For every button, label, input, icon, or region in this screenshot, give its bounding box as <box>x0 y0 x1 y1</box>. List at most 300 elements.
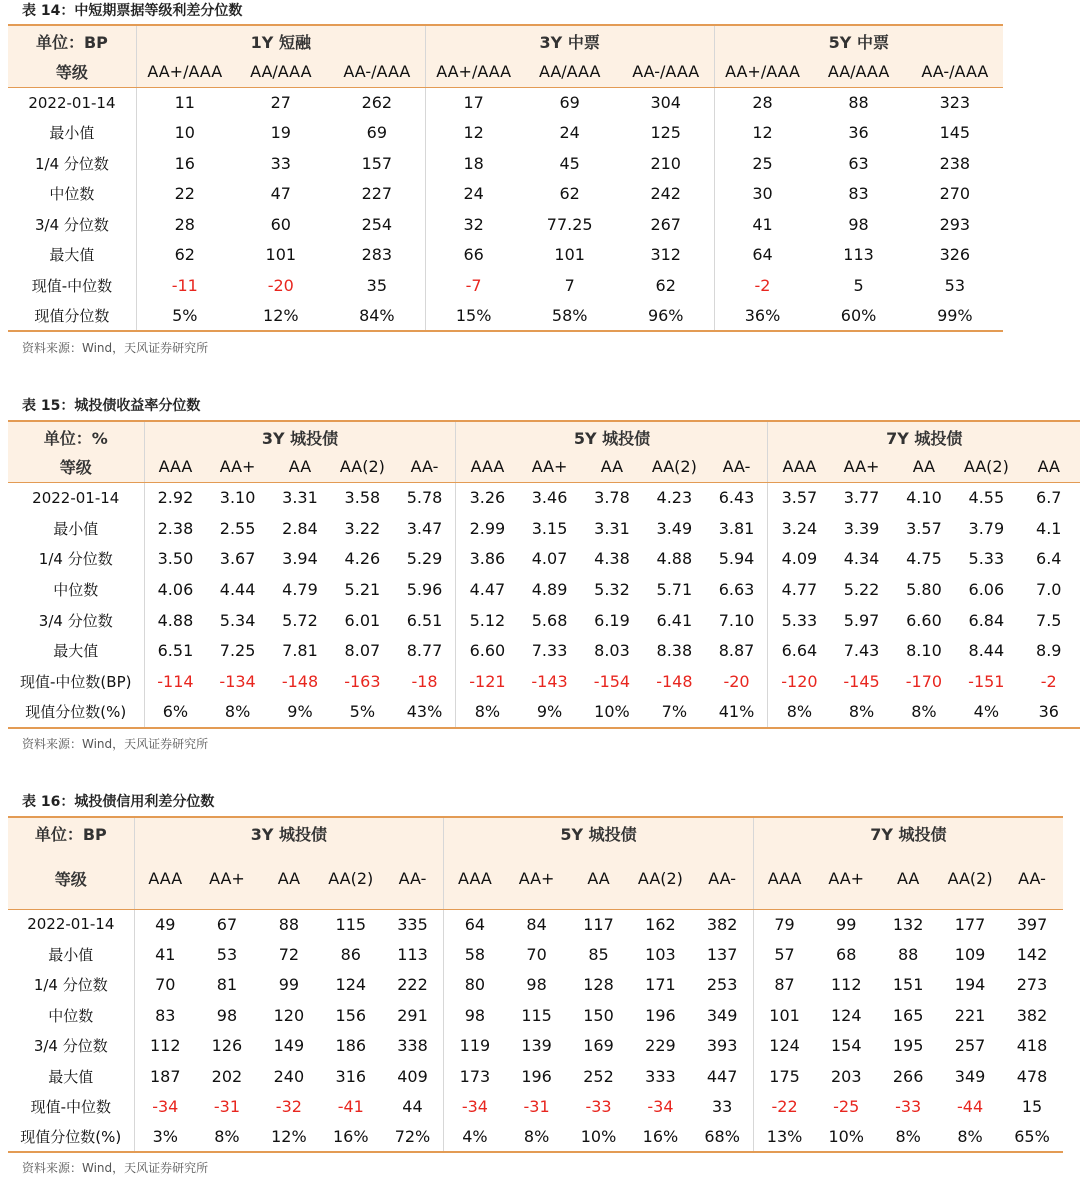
table-cell: 6.51 <box>144 635 206 666</box>
column-header: AA+/AAA <box>136 57 232 87</box>
table-cell: 196 <box>521 1066 552 1086</box>
table-cell: 5.72 <box>282 610 318 630</box>
table-cell: 24 <box>425 179 521 210</box>
table-cell: -7 <box>425 270 521 301</box>
table-cell: 3% <box>134 1122 196 1152</box>
table-cell: 173 <box>444 1061 506 1091</box>
table-cell: 5% <box>136 301 232 332</box>
table-cell: 86 <box>340 945 361 965</box>
table-cell: 2.38 <box>144 513 206 544</box>
group-header: 5Y 中票 <box>714 25 1003 57</box>
table-cell: 96% <box>618 301 714 332</box>
table-cell: 4.89 <box>531 579 568 599</box>
table-cell: 262 <box>361 93 393 112</box>
table-cell: 6.01 <box>344 610 381 630</box>
table-cell: 53 <box>944 275 966 295</box>
table-cell: 267 <box>650 214 681 234</box>
table-cell: 154 <box>830 1036 862 1056</box>
table-cell: 418 <box>1016 1036 1048 1056</box>
table-cell: -120 <box>768 666 830 697</box>
table-cell: 5.71 <box>656 579 693 599</box>
row-label: 3/4 分位数 <box>38 611 113 630</box>
row-label: 现值分位数 <box>8 301 136 332</box>
table-cell: 171 <box>645 975 676 995</box>
table-cell: 119 <box>444 1031 506 1061</box>
column-header: AA+ <box>506 849 568 909</box>
table-cell: 7.5 <box>1036 610 1062 630</box>
table-cell: 3.81 <box>718 518 755 538</box>
table-cell: 323 <box>939 93 971 112</box>
table-cell: 177 <box>954 914 986 934</box>
row-label: 1/4 分位数 <box>33 976 108 995</box>
table-cell: 349 <box>706 1005 738 1025</box>
table-cell: 3.22 <box>344 518 381 538</box>
table-cell: -170 <box>905 671 943 691</box>
table-cell: 5.96 <box>406 579 443 599</box>
row-label: 现值分位数(%) <box>8 697 144 728</box>
table-cell: -31 <box>523 1097 550 1117</box>
table-cell: 7.81 <box>282 641 318 661</box>
table-cell: 409 <box>397 1066 428 1086</box>
table-cell: -134 <box>219 671 256 691</box>
table-cell: 270 <box>939 184 971 204</box>
table-cell: -154 <box>593 671 631 691</box>
column-header: AA <box>269 452 331 482</box>
table-cell: -2 <box>714 270 810 301</box>
table-cell: -20 <box>267 275 294 295</box>
table-cell: -148 <box>656 671 693 691</box>
table-cell: 63 <box>848 153 869 173</box>
table-row <box>8 148 1003 179</box>
table-cell: 98 <box>216 1005 238 1025</box>
table-row <box>8 1122 1063 1152</box>
table-cell: 4.44 <box>219 579 256 599</box>
table-cell: 132 <box>892 914 924 934</box>
table-cell: 8.07 <box>344 641 381 661</box>
column-header: AA-/AAA <box>618 57 714 87</box>
group-header: 1Y 短融 <box>136 25 425 57</box>
row-label: 最大值 <box>49 246 95 265</box>
table-cell: 87 <box>753 970 815 1000</box>
table-cell: -20 <box>723 671 750 691</box>
table-16-caption: 表 16：城投债信用利差分位数 <box>22 794 215 810</box>
table-cell: 6.60 <box>456 635 518 666</box>
table-cell: -31 <box>213 1097 241 1117</box>
table-cell: 85 <box>588 945 609 965</box>
table-cell: 88 <box>278 914 300 934</box>
table-cell: 35 <box>366 275 388 295</box>
table-cell: 4.10 <box>906 488 942 508</box>
table-cell: 6.84 <box>968 610 1005 630</box>
column-header: AA- <box>382 849 444 909</box>
table-cell: 43% <box>394 697 456 728</box>
table-cell: 36% <box>714 301 810 332</box>
row-label: 中位数 <box>49 185 95 204</box>
table-cell: -34 <box>134 1091 196 1121</box>
table-cell: 117 <box>583 914 614 934</box>
table-cell: 139 <box>521 1036 552 1056</box>
column-header: AAA <box>444 849 506 909</box>
table-cell: 70 <box>526 945 547 965</box>
row-label: 中位数 <box>53 580 99 599</box>
table-cell: 4.88 <box>144 605 206 636</box>
column-header: AA(2) <box>331 452 393 482</box>
table-cell: 113 <box>843 245 874 265</box>
table-cell: 8.10 <box>906 641 942 661</box>
table-cell: 229 <box>645 1036 676 1056</box>
table-cell: 242 <box>650 184 681 204</box>
table-cell: 333 <box>645 1066 676 1086</box>
column-header: AA <box>1018 452 1080 482</box>
table-row <box>8 909 1063 939</box>
table-cell: 98 <box>444 1000 506 1030</box>
table-cell: 3.49 <box>656 518 693 538</box>
table-15 <box>8 420 1080 729</box>
table-cell: -148 <box>281 671 319 691</box>
table-cell: 221 <box>954 1005 986 1025</box>
table-cell: 5% <box>331 697 393 728</box>
table-cell: 72 <box>278 945 300 965</box>
table-cell: 68 <box>836 945 857 965</box>
table-cell: 210 <box>650 153 681 173</box>
table-cell: -145 <box>843 671 880 691</box>
row-label: 现值分位数(%) <box>8 1122 134 1152</box>
table-cell: 447 <box>706 1066 738 1086</box>
table-cell: 16 <box>136 148 232 179</box>
row-label: 最大值 <box>48 1067 94 1086</box>
table-cell: 238 <box>939 153 971 173</box>
table-row <box>8 513 1080 544</box>
unit-label: 单位：BP <box>8 817 134 849</box>
table-cell: 3.57 <box>906 518 942 538</box>
column-header: AA+/AAA <box>714 57 810 87</box>
table-cell: 60% <box>810 301 906 332</box>
table-cell: 16% <box>320 1122 382 1152</box>
table-cell: 382 <box>1016 1005 1048 1025</box>
table-cell: 3.10 <box>219 488 256 508</box>
table-cell: 257 <box>954 1036 986 1056</box>
table-cell: 41 <box>134 939 196 969</box>
table-row <box>8 605 1080 636</box>
table-cell: 3.46 <box>531 488 568 508</box>
table-cell: 16% <box>629 1122 691 1152</box>
table-15-caption: 表 15：城投债收益率分位数 <box>22 398 201 414</box>
table-cell: 72% <box>382 1122 444 1152</box>
table-cell: 4.38 <box>594 549 630 569</box>
column-header: AA(2) <box>629 849 691 909</box>
column-header: AAA <box>134 849 196 909</box>
table-row <box>8 939 1063 969</box>
table-cell: -114 <box>144 666 206 697</box>
row-label: 2022-01-14 <box>27 915 115 934</box>
column-header: AAA <box>768 452 830 482</box>
column-header: AA+ <box>815 849 877 909</box>
table-cell: 283 <box>361 245 393 265</box>
table-cell: 81 <box>216 975 238 995</box>
table-cell: 5.68 <box>531 610 568 630</box>
table-cell: 266 <box>892 1066 924 1086</box>
table-cell: 45 <box>559 153 580 173</box>
table-cell: 7.0 <box>1036 579 1062 599</box>
table-cell: 8% <box>768 697 830 728</box>
column-header: AA-/AAA <box>907 57 1003 87</box>
column-header: AA <box>581 452 643 482</box>
table-cell: 4.88 <box>656 549 693 569</box>
table-row <box>8 179 1003 210</box>
table-cell: 6.51 <box>406 610 443 630</box>
table-cell: 326 <box>939 245 971 265</box>
table-cell: 254 <box>361 214 393 234</box>
grade-label: 等级 <box>8 452 144 482</box>
table-cell: 79 <box>753 909 815 939</box>
group-header: 5Y 城投债 <box>456 421 768 452</box>
table-cell: 83 <box>134 1000 196 1030</box>
table-cell: 62 <box>559 184 580 204</box>
table-cell: -151 <box>968 671 1005 691</box>
table-cell: 98 <box>848 214 869 234</box>
table-cell: 6.7 <box>1036 488 1062 508</box>
table-14-caption: 表 14：中短期票据等级利差分位数 <box>22 3 243 19</box>
row-label: 1/4 分位数 <box>38 550 113 569</box>
table-cell: 8.38 <box>656 641 693 661</box>
table-row <box>8 87 1003 118</box>
table-cell: 112 <box>134 1031 196 1061</box>
table-cell: 6.19 <box>594 610 630 630</box>
table-cell: 157 <box>361 153 393 173</box>
unit-label: 单位：% <box>8 421 144 452</box>
row-label: 最小值 <box>49 124 95 143</box>
table-cell: 25 <box>714 148 810 179</box>
table-cell: 70 <box>134 970 196 1000</box>
table-cell: 291 <box>397 1005 428 1025</box>
table-cell: 3.78 <box>594 488 630 508</box>
table-cell: 53 <box>216 945 238 965</box>
table-cell: 2.55 <box>219 518 256 538</box>
row-label: 最小值 <box>53 519 99 538</box>
table-cell: 62 <box>655 275 676 295</box>
table-cell: 99% <box>907 301 1003 332</box>
table-cell: 8% <box>877 1122 939 1152</box>
column-header: AA <box>893 452 955 482</box>
table-cell: 2.99 <box>456 513 518 544</box>
table-16 <box>8 816 1063 1153</box>
table-cell: 7.33 <box>531 641 568 661</box>
table-cell: -34 <box>444 1091 506 1121</box>
table-cell: 57 <box>753 939 815 969</box>
table-cell: 10% <box>815 1122 877 1152</box>
column-header: AA-/AAA <box>329 57 425 87</box>
row-label: 最小值 <box>48 946 94 965</box>
table-cell: 5.29 <box>406 549 443 569</box>
table-cell: 8% <box>830 697 892 728</box>
table-cell: 101 <box>753 1000 815 1030</box>
table-cell: 3.86 <box>456 543 518 574</box>
table-row <box>8 118 1003 149</box>
group-header: 3Y 城投债 <box>134 817 444 849</box>
table-cell: 6.64 <box>768 635 830 666</box>
table-cell: 17 <box>425 87 521 118</box>
table-cell: 8% <box>206 697 268 728</box>
table-cell: 4.77 <box>768 574 830 605</box>
table-cell: 8.9 <box>1036 641 1062 661</box>
table-cell: 128 <box>583 975 614 995</box>
table-cell: 62 <box>136 240 232 271</box>
row-label: 3/4 分位数 <box>33 1037 108 1056</box>
table-cell: 137 <box>706 945 738 965</box>
table-cell: 77.25 <box>546 214 593 234</box>
unit-label: 单位：BP <box>8 25 136 57</box>
table-cell: 4.26 <box>344 549 381 569</box>
table-cell: 124 <box>753 1031 815 1061</box>
table-cell: 27 <box>270 93 291 112</box>
table-cell: 125 <box>650 123 681 143</box>
table-cell: 195 <box>892 1036 924 1056</box>
table-cell: 15% <box>425 301 521 332</box>
table-cell: 194 <box>954 975 986 995</box>
table-cell: 3.47 <box>406 518 443 538</box>
table-row <box>8 635 1080 666</box>
column-header: AA/AAA <box>233 57 329 87</box>
row-label: 1/4 分位数 <box>34 154 109 173</box>
column-header: AA <box>258 849 320 909</box>
grade-label: 等级 <box>8 849 134 909</box>
table-cell: 3.24 <box>768 513 830 544</box>
table-cell: 6% <box>144 697 206 728</box>
table-cell: 5.21 <box>344 579 381 599</box>
table-cell: 124 <box>830 1005 862 1025</box>
table-cell: 103 <box>645 945 676 965</box>
table-row <box>8 209 1003 240</box>
table-cell: 338 <box>397 1036 428 1056</box>
table-cell: 2.92 <box>144 482 206 513</box>
table-cell: 3.26 <box>456 482 518 513</box>
table-row <box>8 1061 1063 1091</box>
table-cell: 22 <box>136 179 232 210</box>
column-header: AA <box>877 849 939 909</box>
table-cell: 65% <box>1001 1122 1063 1152</box>
table-cell: 36 <box>848 123 869 143</box>
table-cell: 222 <box>397 975 428 995</box>
table-cell: 5.94 <box>718 549 755 569</box>
table-cell: 293 <box>939 214 971 234</box>
table-cell: 304 <box>650 93 681 112</box>
table-cell: 5.22 <box>843 579 880 599</box>
table-cell: -18 <box>411 671 438 691</box>
column-header: AA+ <box>196 849 258 909</box>
column-header: AA- <box>706 452 768 482</box>
table-cell: 4.1 <box>1036 518 1062 538</box>
table-cell: 393 <box>706 1036 738 1056</box>
table-cell: 156 <box>335 1005 367 1025</box>
table-cell: 15 <box>1021 1097 1043 1117</box>
column-header: AA- <box>691 849 753 909</box>
table-cell: 113 <box>397 945 428 965</box>
table-15-source: 资料来源：Wind，天风证券研究所 <box>22 737 209 751</box>
group-header: 5Y 城投债 <box>444 817 754 849</box>
table-cell: 312 <box>650 245 681 265</box>
group-header: 7Y 城投债 <box>753 817 1063 849</box>
table-cell: 12 <box>714 118 810 149</box>
table-cell: 5.80 <box>906 579 942 599</box>
table-cell: 32 <box>425 209 521 240</box>
group-header: 7Y 城投债 <box>768 421 1080 452</box>
table-cell: 84 <box>526 914 547 934</box>
table-cell: 69 <box>366 123 388 143</box>
table-cell: 5.78 <box>406 488 443 508</box>
row-label: 中位数 <box>48 1006 94 1025</box>
row-label: 现值-中位数 <box>30 1098 111 1117</box>
table-cell: 101 <box>554 245 585 265</box>
table-cell: 120 <box>273 1005 305 1025</box>
table-cell: 9% <box>269 697 331 728</box>
table-cell: 169 <box>583 1036 614 1056</box>
table-cell: 12% <box>233 301 329 332</box>
row-label: 2022-01-14 <box>32 488 120 507</box>
table-cell: -121 <box>456 666 518 697</box>
table-cell: -25 <box>833 1097 860 1117</box>
table-cell: 88 <box>848 93 869 112</box>
table-14-source: 资料来源：Wind，天风证券研究所 <box>22 341 209 355</box>
table-cell: 3.50 <box>144 543 206 574</box>
table-cell: 8% <box>893 697 955 728</box>
table-row <box>8 666 1080 697</box>
column-header: AA(2) <box>643 452 705 482</box>
row-label: 2022-01-14 <box>28 93 116 112</box>
table-cell: 149 <box>273 1036 305 1056</box>
table-cell: 33 <box>270 153 291 173</box>
table-cell: 6.63 <box>718 579 755 599</box>
table-cell: 240 <box>273 1066 305 1086</box>
table-cell: 115 <box>335 914 367 934</box>
table-cell: 196 <box>645 1005 676 1025</box>
table-cell: 142 <box>1016 945 1048 965</box>
table-cell: 58 <box>444 939 506 969</box>
table-cell: 80 <box>444 970 506 1000</box>
table-cell: 202 <box>211 1066 243 1086</box>
table-cell: 227 <box>361 184 393 204</box>
table-cell: 12 <box>425 118 521 149</box>
table-cell: 4.34 <box>843 549 880 569</box>
table-14 <box>8 24 1003 332</box>
table-cell: 8% <box>506 1122 568 1152</box>
table-cell: 4.55 <box>968 488 1005 508</box>
table-cell: 64 <box>714 240 810 271</box>
table-cell: 41% <box>706 697 768 728</box>
column-header: AA+ <box>206 452 268 482</box>
table-cell: 8.03 <box>594 641 630 661</box>
table-row <box>8 482 1080 513</box>
table-row <box>8 1091 1063 1121</box>
table-cell: 165 <box>892 1005 924 1025</box>
row-label: 3/4 分位数 <box>34 215 109 234</box>
table-cell: 98 <box>526 975 547 995</box>
table-cell: 88 <box>897 945 919 965</box>
table-row <box>8 970 1063 1000</box>
column-header: AA- <box>1001 849 1063 909</box>
table-cell: 6.4 <box>1036 549 1062 569</box>
table-cell: 7 <box>564 275 575 295</box>
table-cell: 6.43 <box>718 488 755 508</box>
table-cell: 8% <box>939 1122 1001 1152</box>
column-header: AAA <box>456 452 518 482</box>
table-cell: 273 <box>1016 975 1048 995</box>
table-cell: 64 <box>444 909 506 939</box>
grade-label: 等级 <box>8 57 136 87</box>
table-cell: 115 <box>521 1005 552 1025</box>
table-cell: 4.09 <box>768 543 830 574</box>
table-cell: 124 <box>335 975 367 995</box>
table-cell: 44 <box>402 1097 423 1117</box>
